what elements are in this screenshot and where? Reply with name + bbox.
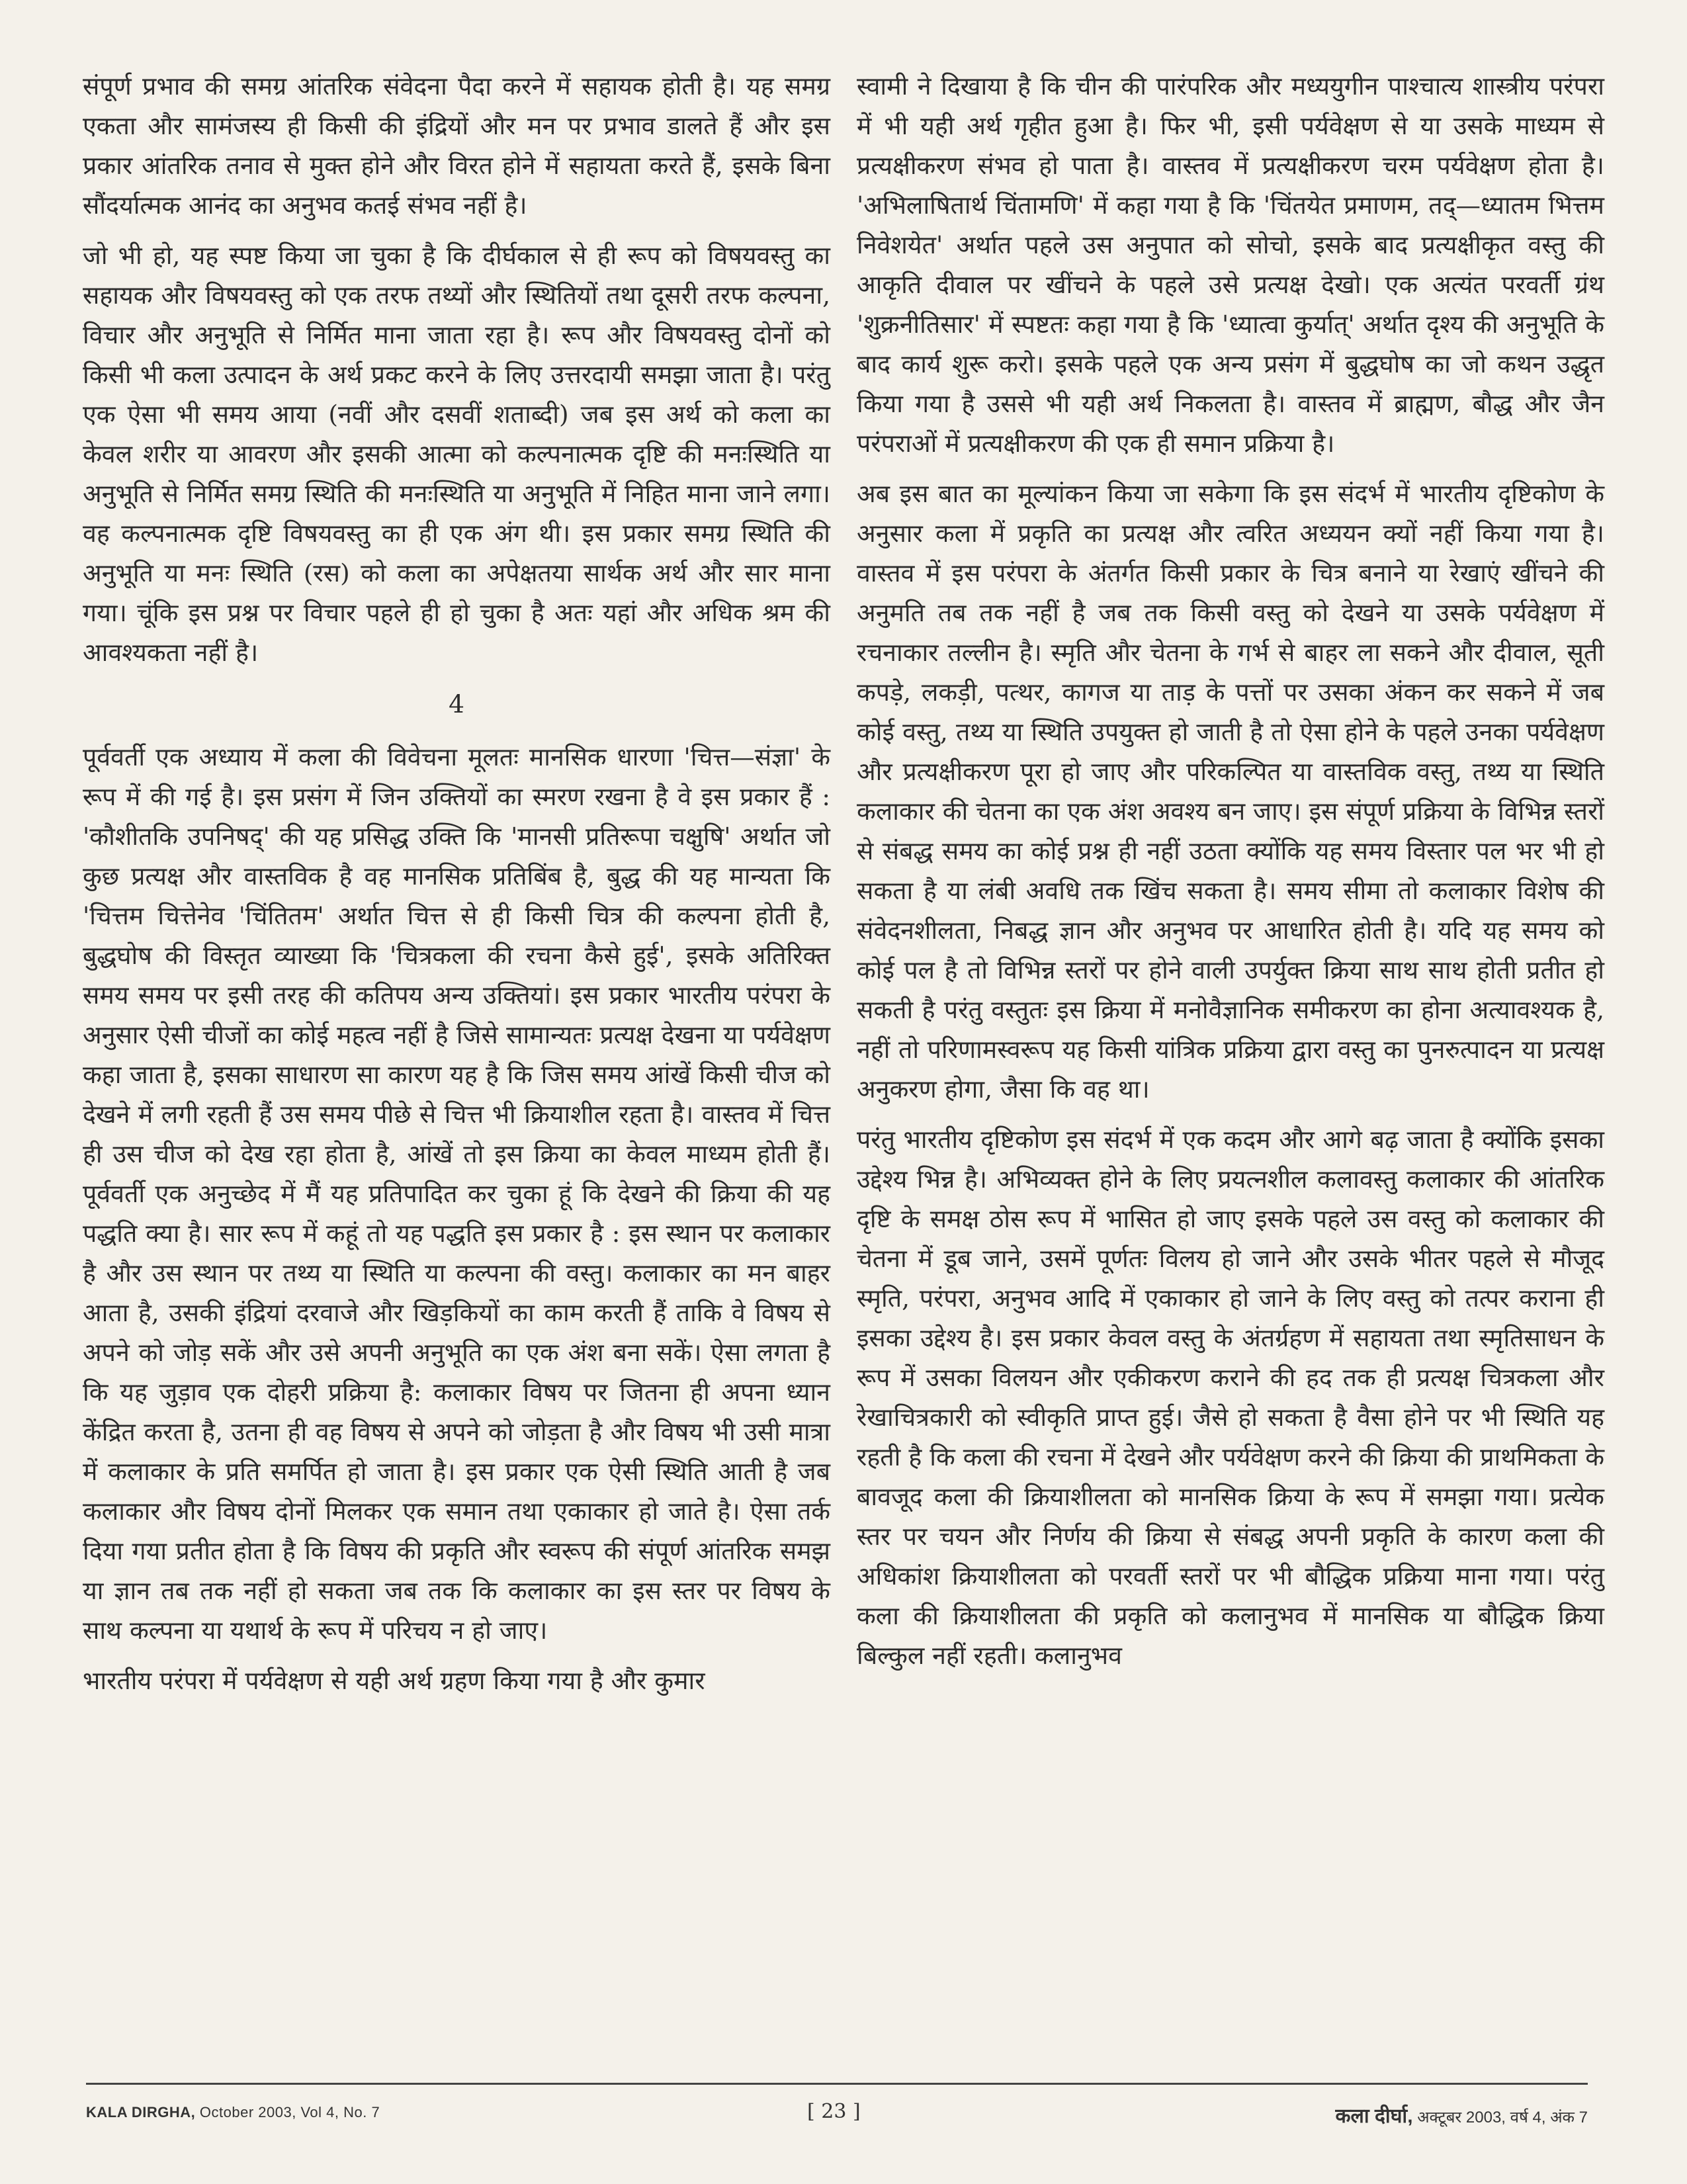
paragraph: परंतु भारतीय दृष्टिकोण इस संदर्भ में एक कदम और आगे बढ़ जाता है क्योंकि इसका उद्देश्य भिन्न है। अभिव्यक्त होने के लिए प्रयत्नशील कलावस्तु कलाकार की आंतरिक दृष्टि के समक्ष ठोस रूप में भासित हो जाए इसके पहले उस वस्तु को कलाकार की चेतना में डूब जाने, उसमें पूर्णतः विलय हो जाने और उसके भीतर पहले से मौजूद स्मृति, परंपरा, अनुभव आदि में एकाकार हो जाने के लिए वस्तु को तत्पर कराना ही इसका उद्देश्य है। इस प्रकार केवल वस्तु के अंतर्ग्रहण में सहायता तथा स्मृतिसाधन के रूप में उसका विलयन और एकीकरण कराने की हद तक ही प्रत्यक्ष चित्रकला और रेखाचित्रकारी को स्वीकृति प्राप्त हुई। जैसे हो सकता है वैसा होने पर भी स्थिति यह रहती है कि कला की रचना में देखने और पर्यवेक्षण करने की क्रिया की प्राथमिकता के बावजूद कला की क्रियाशीलता को मानसिक क्रिया के रूप में समझा गया। प्रत्येक स्तर पर चयन और निर्णय की क्रिया से संबद्ध अपनी प्रकृति के कारण कला की अधिकांश क्रियाशीलता को परवर्ती स्तरों पर भी बौद्धिक प्रक्रिया माना गया। परंतु कला की क्रियाशीलता की प्रकृति को कलानुभव में मानसिक या बौद्धिक क्रिया बिल्कुल नहीं रहती। कलानुभव — [857, 1125, 1604, 1670]
paragraph: स्वामी ने दिखाया है कि चीन की पारंपरिक और मध्ययुगीन पाश्चात्य शास्त्रीय परंपरा में भी यही अर्थ गृहीत हुआ है। फिर भी, इसी पर्यवेक्षण से या उसके माध्यम से प्रत्यक्षीकरण संभव हो पाता है। वास्तव में प्रत्यक्षीकरण चरम पर्यवेक्षण होता है। 'अभिलाषितार्थ चिंतामणि' में कहा गया है कि 'चिंतयेत प्रमाणम, तद्—ध्यातम भित्तम निवेशयेत' अर्थात पहले उस अनुपात को सोचो, इसके बाद प्रत्यक्षीकृत वस्तु की आकृति दीवाल पर खींचने के पहले उसे प्रत्यक्ष देखो। एक अत्यंत परवर्ती ग्रंथ 'शुक्रनीतिसार' में स्पष्टतः कहा गया है कि 'ध्यात्वा कुर्यात्' अर्थात दृश्य की अनुभूति के बाद कार्य शुरू करो। इसके पहले एक अन्य प्रसंग में बुद्धघोष का जो कथन उद्धृत किया गया है उससे भी यही अर्थ निकलता है। वास्तव में ब्राह्मण, बौद्ध और जैन परंपराओं में प्रत्यक्षीकरण की एक ही समान प्रक्रिया है। — [857, 71, 1604, 458]
journal-name-hi: कला दीर्घा, — [1335, 2105, 1413, 2127]
paragraph: अब इस बात का मूल्यांकन किया जा सकेगा कि इस संदर्भ में भारतीय दृष्टिकोण के अनुसार कला में प्रकृति का प्रत्यक्ष और त्वरित अध्ययन क्यों नहीं किया गया है। वास्तव में इस परंपरा के अंतर्गत किसी प्रकार के चित्र बनाने या रेखाएं खींचने की अनुमति तब तक नहीं है जब तक किसी वस्तु को देखने या उसके पर्यवेक्षण में रचनाकार तल्लीन है। स्मृति और चेतना के गर्भ से बाहर ला सकने और दीवाल, सूती कपड़े, लकड़ी, पत्थर, कागज या ताड़ के पत्तों पर उसका अंकन कर सकने में जब कोई वस्तु, तथ्य या स्थिति उपयुक्त हो जाती है तो ऐसा होने के पहले उनका पर्यवेक्षण और प्रत्यक्षीकरण पूरा हो जाए और परिकल्पित या वास्तविक वस्तु, तथ्य या स्थिति कलाकार की चेतना का एक अंश अवश्य बन जाए। इस संपूर्ण प्रक्रिया के विभिन्न स्तरों से संबद्ध समय का कोई प्रश्न ही नहीं उठता क्योंकि यह समय विस्तार पल भर भी हो सकता है या लंबी अवधि तक खिंच सकता है। समय सीमा तो कलाकार विशेष की संवेदनशीलता, निबद्ध ज्ञान और अनुभव पर आधारित होती है। यदि यह समय को कोई पल है तो विभिन्न स्तरों पर होने वाली उपर्युक्त क्रिया साथ साथ होती प्रतीत हो सकती है परंतु वस्तुतः इस क्रिया में मनोवैज्ञानिक समीकरण का होना अत्यावश्यक है, नहीं तो परिणामस्वरूप यह किसी यांत्रिक प्रक्रिया द्वारा वस्तु का पुनरुत्पादन या प्रत्यक्ष अनुकरण होगा, जैसा कि वह था। — [857, 479, 1604, 1104]
paragraph: पूर्ववर्ती एक अध्याय में कला की विवेचना मूलतः मानसिक धारणा 'चित्त—संज्ञा' के रूप में की गई है। इस प्रसंग में जिन उक्तियों का स्मरण रखना है वे इस प्रकार हैं : 'कौशीतकि उपनिषद्' की यह प्रसिद्ध उक्ति कि 'मानसी प्रतिरूपा चक्षुषि' अर्थात जो कुछ प्रत्यक्ष और वास्तविक है वह मानसिक प्रतिबिंब है, बुद्ध की यह मान्यता कि 'चित्तम चित्तेनेव 'चिंतितम' अर्थात चित्त से ही किसी चित्र की कल्पना होती है, बुद्धघोष की विस्तृत व्याख्या कि 'चित्रकला की रचना कैसे हुई', इसके अतिरिक्त समय समय पर इसी तरह की कतिपय अन्य उक्तियां। इस प्रकार भारतीय परंपरा के अनुसार ऐसी चीजों का कोई महत्व नहीं है जिसे सामान्यतः प्रत्यक्ष देखना या पर्यवेक्षण कहा जाता है, इसका साधारण सा कारण यह है कि जिस समय आंखें किसी चीज को देखने में लगी रहती हैं उस समय पीछे से चित्त भी क्रियाशील रहता है। वास्तव में चित्त ही उस चीज को देख रहा होता है, आंखें तो इस क्रिया का केवल माध्यम होती हैं। पूर्ववर्ती एक अनुच्छेद में मैं यह प्रतिपादित कर चुका हूं कि देखने की क्रिया की यह पद्धति क्या है। सार रूप में कहूं तो यह पद्धति इस प्रकार है : इस स्थान पर कलाकार है और उस स्थान पर तथ्य या स्थिति या कल्पना की वस्तु। कलाकार का मन बाहर आता है, उसकी इंद्रियां दरवाजे और खिड़कियों का काम करती हैं ताकि वे विषय से अपने को जोड़ सकें और उसे अपनी अनुभूति का एक अंश बना सकें। ऐसा लगता है कि यह जुड़ाव एक दोहरी प्रक्रिया है: कलाकार विषय पर जितना ही अपना ध्यान केंद्रित करता है, उतना ही वह विषय से अपने को जोड़ता है और विषय भी उसी मात्रा में कलाकार के प्रति समर्पित हो जाता है। इस प्रकार एक ऐसी स्थिति आती है जब कलाकार और विषय दोनों मिलकर एक समान तथा एकाकार हो जाते है। ऐसा तर्क दिया गया प्रतीत होता है कि विषय की प्रकृति और स्वरूप की संपूर्ण आंतरिक समझ या ज्ञान तब तक नहीं हो सकता जब तक कि कलाकार का इस स्तर पर विषय के साथ कल्पना या यथार्थ के रूप में परिचय न हो जाए। — [83, 742, 830, 1645]
journal-name-en: KALA DIRGHA, — [86, 2104, 196, 2120]
right-column — [857, 66, 1604, 1686]
issue-info-en: October 2003, Vol 4, No. 7 — [199, 2104, 380, 2120]
page-number: [ 23 ] — [807, 2100, 861, 2123]
footer-divider — [86, 2083, 1588, 2085]
footer-journal-hindi — [1336, 2101, 1588, 2128]
footer-journal-english — [86, 2104, 380, 2121]
section-number: 4 — [449, 689, 464, 719]
page-footer — [86, 2097, 1588, 2130]
paragraph: संपूर्ण प्रभाव की समग्र आंतरिक संवेदना पैदा करने में सहायक होती है। यह समग्र एकता और सामंजस्य ही किसी की इंद्रियों और मन पर प्रभाव डालते हैं और इस प्रकार आंतरिक तनाव से मुक्त होने और विरत होने में सहायता करते हैं, इसके बिना सौंदर्यात्मक आनंद का अनुभव कतई संभव नहीं है। — [83, 71, 830, 220]
left-column — [83, 66, 830, 1711]
paragraph: जो भी हो, यह स्पष्ट किया जा चुका है कि दीर्घकाल से ही रूप को विषयवस्तु का सहायक और विषयवस्तु को एक तरफ तथ्यों और स्थितियों तथा दूसरी तरफ कल्पना, विचार और अनुभूति से निर्मित माना जाता रहा है। रूप और विषयवस्तु दोनों को किसी भी कला उत्पादन के अर्थ प्रकट करने के लिए उत्तरदायी समझा जाता है। परंतु एक ऐसा भी समय आया (नवीं और दसवीं शताब्दी) जब इस अर्थ को कला का केवल शरीर या आवरण और इसकी आत्मा को कल्पनात्मक दृष्टि की मनःस्थिति या अनुभूति से निर्मित समग्र स्थिति की मनःस्थिति या अनुभूति में निहित माना जाने लगा। वह कल्पनात्मक दृष्टि विषयवस्तु का ही एक अंग थी। इस प्रकार समग्र स्थिति की अनुभूति या मनः स्थिति (रस) को कला का अपेक्षतया सार्थक अर्थ और सार माना गया। चूंकि इस प्रश्न पर विचार पहले ही हो चुका है अतः यहां और अधिक श्रम की आवश्यकता नहीं है। — [83, 241, 830, 667]
issue-info-hi: अक्टूबर 2003, वर्ष 4, अंक 7 — [1417, 2109, 1588, 2126]
paragraph: भारतीय परंपरा में पर्यवेक्षण से यही अर्थ ग्रहण किया गया है और कुमार — [83, 1666, 705, 1695]
